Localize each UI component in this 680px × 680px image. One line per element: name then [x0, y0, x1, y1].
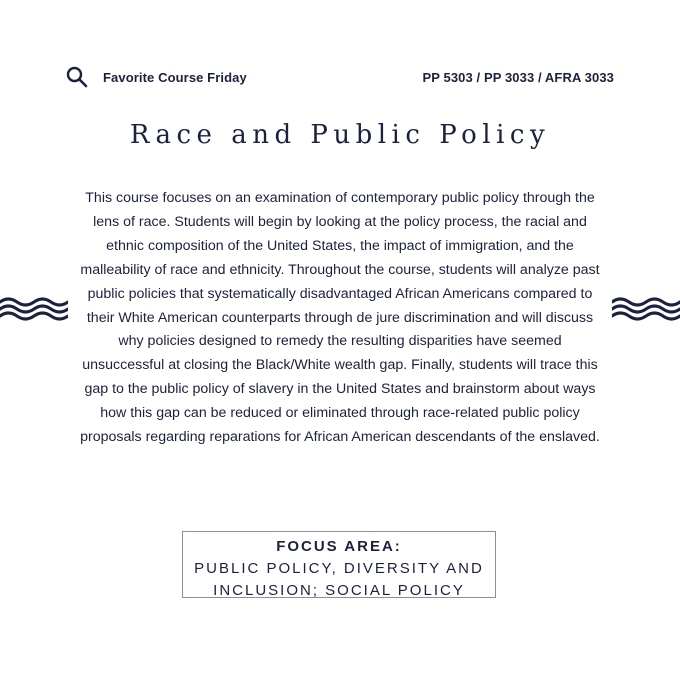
wave-icon-left [0, 297, 68, 321]
focus-area-label: FOCUS AREA: [276, 538, 402, 555]
focus-area-value: PUBLIC POLICY, DIVERSITY AND INCLUSION; SOCIAL POLICY [194, 560, 484, 599]
series-label: Favorite Course Friday [103, 69, 247, 85]
header [66, 64, 614, 90]
course-title: Race and Public Policy [129, 120, 551, 150]
wave-icon-right [612, 297, 680, 321]
header-left [66, 66, 247, 88]
search-icon[interactable] [66, 66, 88, 88]
course-codes: PP 5303 / PP 3033 / AFRA 3033 [422, 69, 614, 85]
course-description: This course focuses on an examination of contemporary public policy through the lens of race. Students will begin by looking at the policy process, the racial and ethnic composition of the United States, the impact of immigration, and the malleability of race and ethnicity. Throughout the course, students will analyze past public policies that systematically disadvantaged African Americans compared to their White American counterparts through de jure discrimination and will discuss why policies designed to remedy the resulting disparities have seemed unsuccessful at closing the Black/White wealth gap. Finally, students will trace this gap to the public policy of slavery in the United States and brainstorm about ways how this gap can be reduced or eliminated through race-related public policy proposals regarding reparations for African American descendants of the enslaved. [80, 190, 600, 446]
focus-area-box [182, 531, 496, 598]
